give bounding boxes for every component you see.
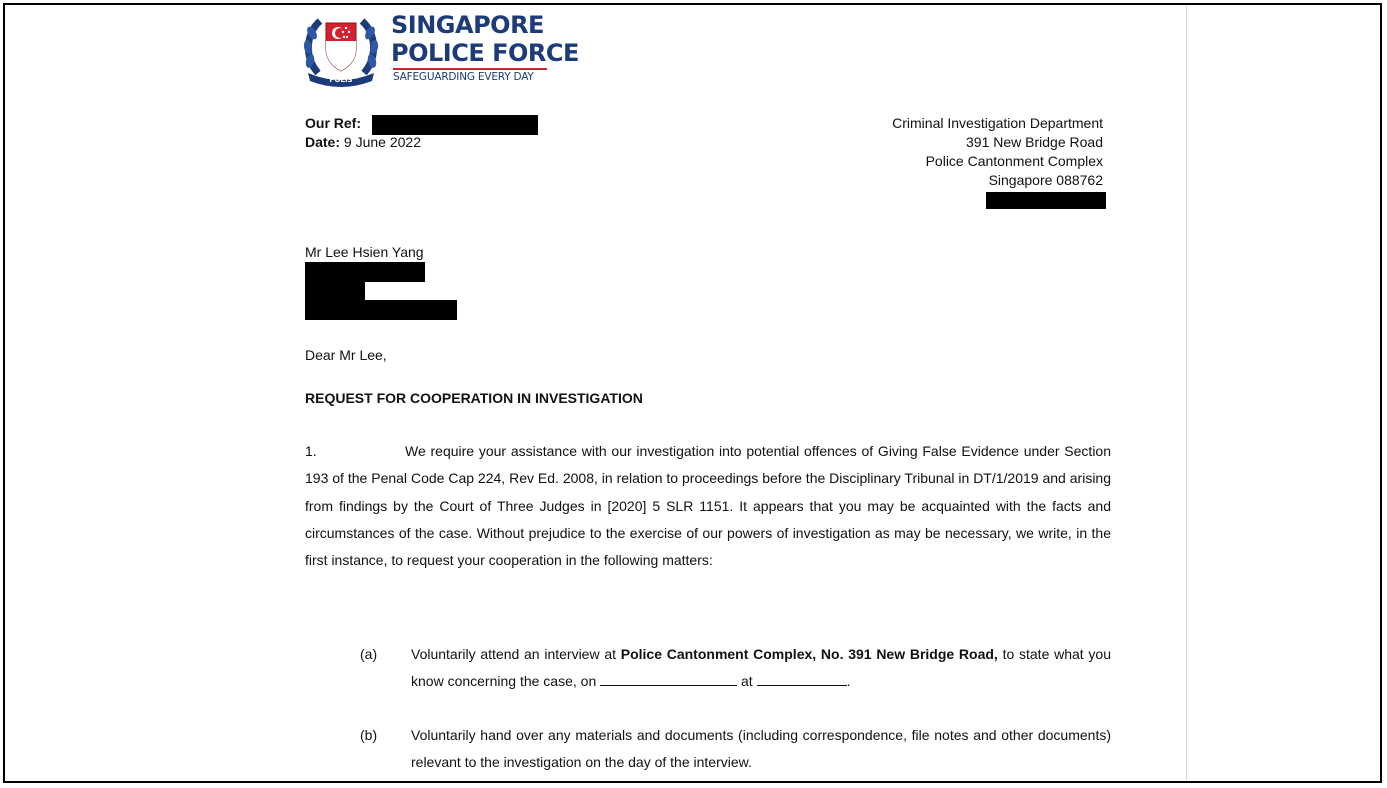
logo-underline [393,68,547,70]
list-item-a [360,641,1111,697]
list-item-b-label: (b) [360,727,378,743]
redacted-recipient-address-line-1 [305,262,425,282]
police-crest-icon [300,11,382,89]
subject-heading: REQUEST FOR COOPERATION IN INVESTIGATION [305,390,643,406]
interview-time-blank [757,671,847,686]
sender-address-line-2: 391 New Bridge Road [966,134,1103,150]
paragraph-number: 1. [305,443,317,459]
logo-wordmark-line2: POLICE FORCE [391,39,579,67]
paragraph-1-text: We require your assistance with our investigation into potential offences of Giving False Evidence under Section 193 of the Penal Code Cap 224, Rev Ed. 2008, in relation to proceedings before the Disciplinary Tribunal in DT/1/2019 and arising from findings by the Court of Three Judges in [2020] 5 SLR 1151. It appears that you may be acquainted with the facts and circumstances of the case. Without prejudice to the exercise of our powers of investigation as may be necessary, we write, in the first instance, to request your cooperation in the following matters: [305,443,1111,569]
sender-address-line-3: Police Cantonment Complex [925,153,1103,169]
page-edge-divider [1186,5,1187,781]
list-item-a-label: (a) [360,646,378,662]
recipient-name: Mr Lee Hsien Yang [305,244,424,260]
our-ref-line: Our Ref: [305,115,362,131]
date-value: 9 June 2022 [343,134,421,150]
sender-address-line-4: Singapore 088762 [988,172,1103,188]
date-line: Date: 9 June 2022 [305,134,421,150]
interview-location: Police Cantonment Complex, No. 391 New Bridge Road, [620,646,998,662]
redacted-sender-contact [986,192,1106,209]
list-item-b-text: Voluntarily hand over any materials and documents (including correspondence, file notes and other documents) relevant to the investigation on the day of the interview. [411,727,1111,770]
salutation: Dear Mr Lee, [305,347,387,363]
redacted-reference-number [372,115,538,135]
list-item-a-text: Voluntarily attend an interview at Police Cantonment Complex, No. 391 New Bridge Road, to state what you know concerning the case, on at . [411,646,1111,689]
list-item-b [360,722,1111,778]
sender-address-line-1: Criminal Investigation Department [892,115,1103,131]
redacted-recipient-address-line-3 [305,300,457,320]
crest-ribbon-text: POLIS [329,76,353,84]
paragraph-1 [305,438,1111,574]
date-label: Date [305,134,336,150]
logo-tagline: SAFEGUARDING EVERY DAY [393,71,534,83]
redacted-recipient-address-line-2 [305,282,365,300]
interview-date-blank [600,671,737,686]
our-ref-label: Our Ref [305,115,357,131]
logo-wordmark-line1: SINGAPORE [391,11,544,39]
document-page [3,3,1382,783]
